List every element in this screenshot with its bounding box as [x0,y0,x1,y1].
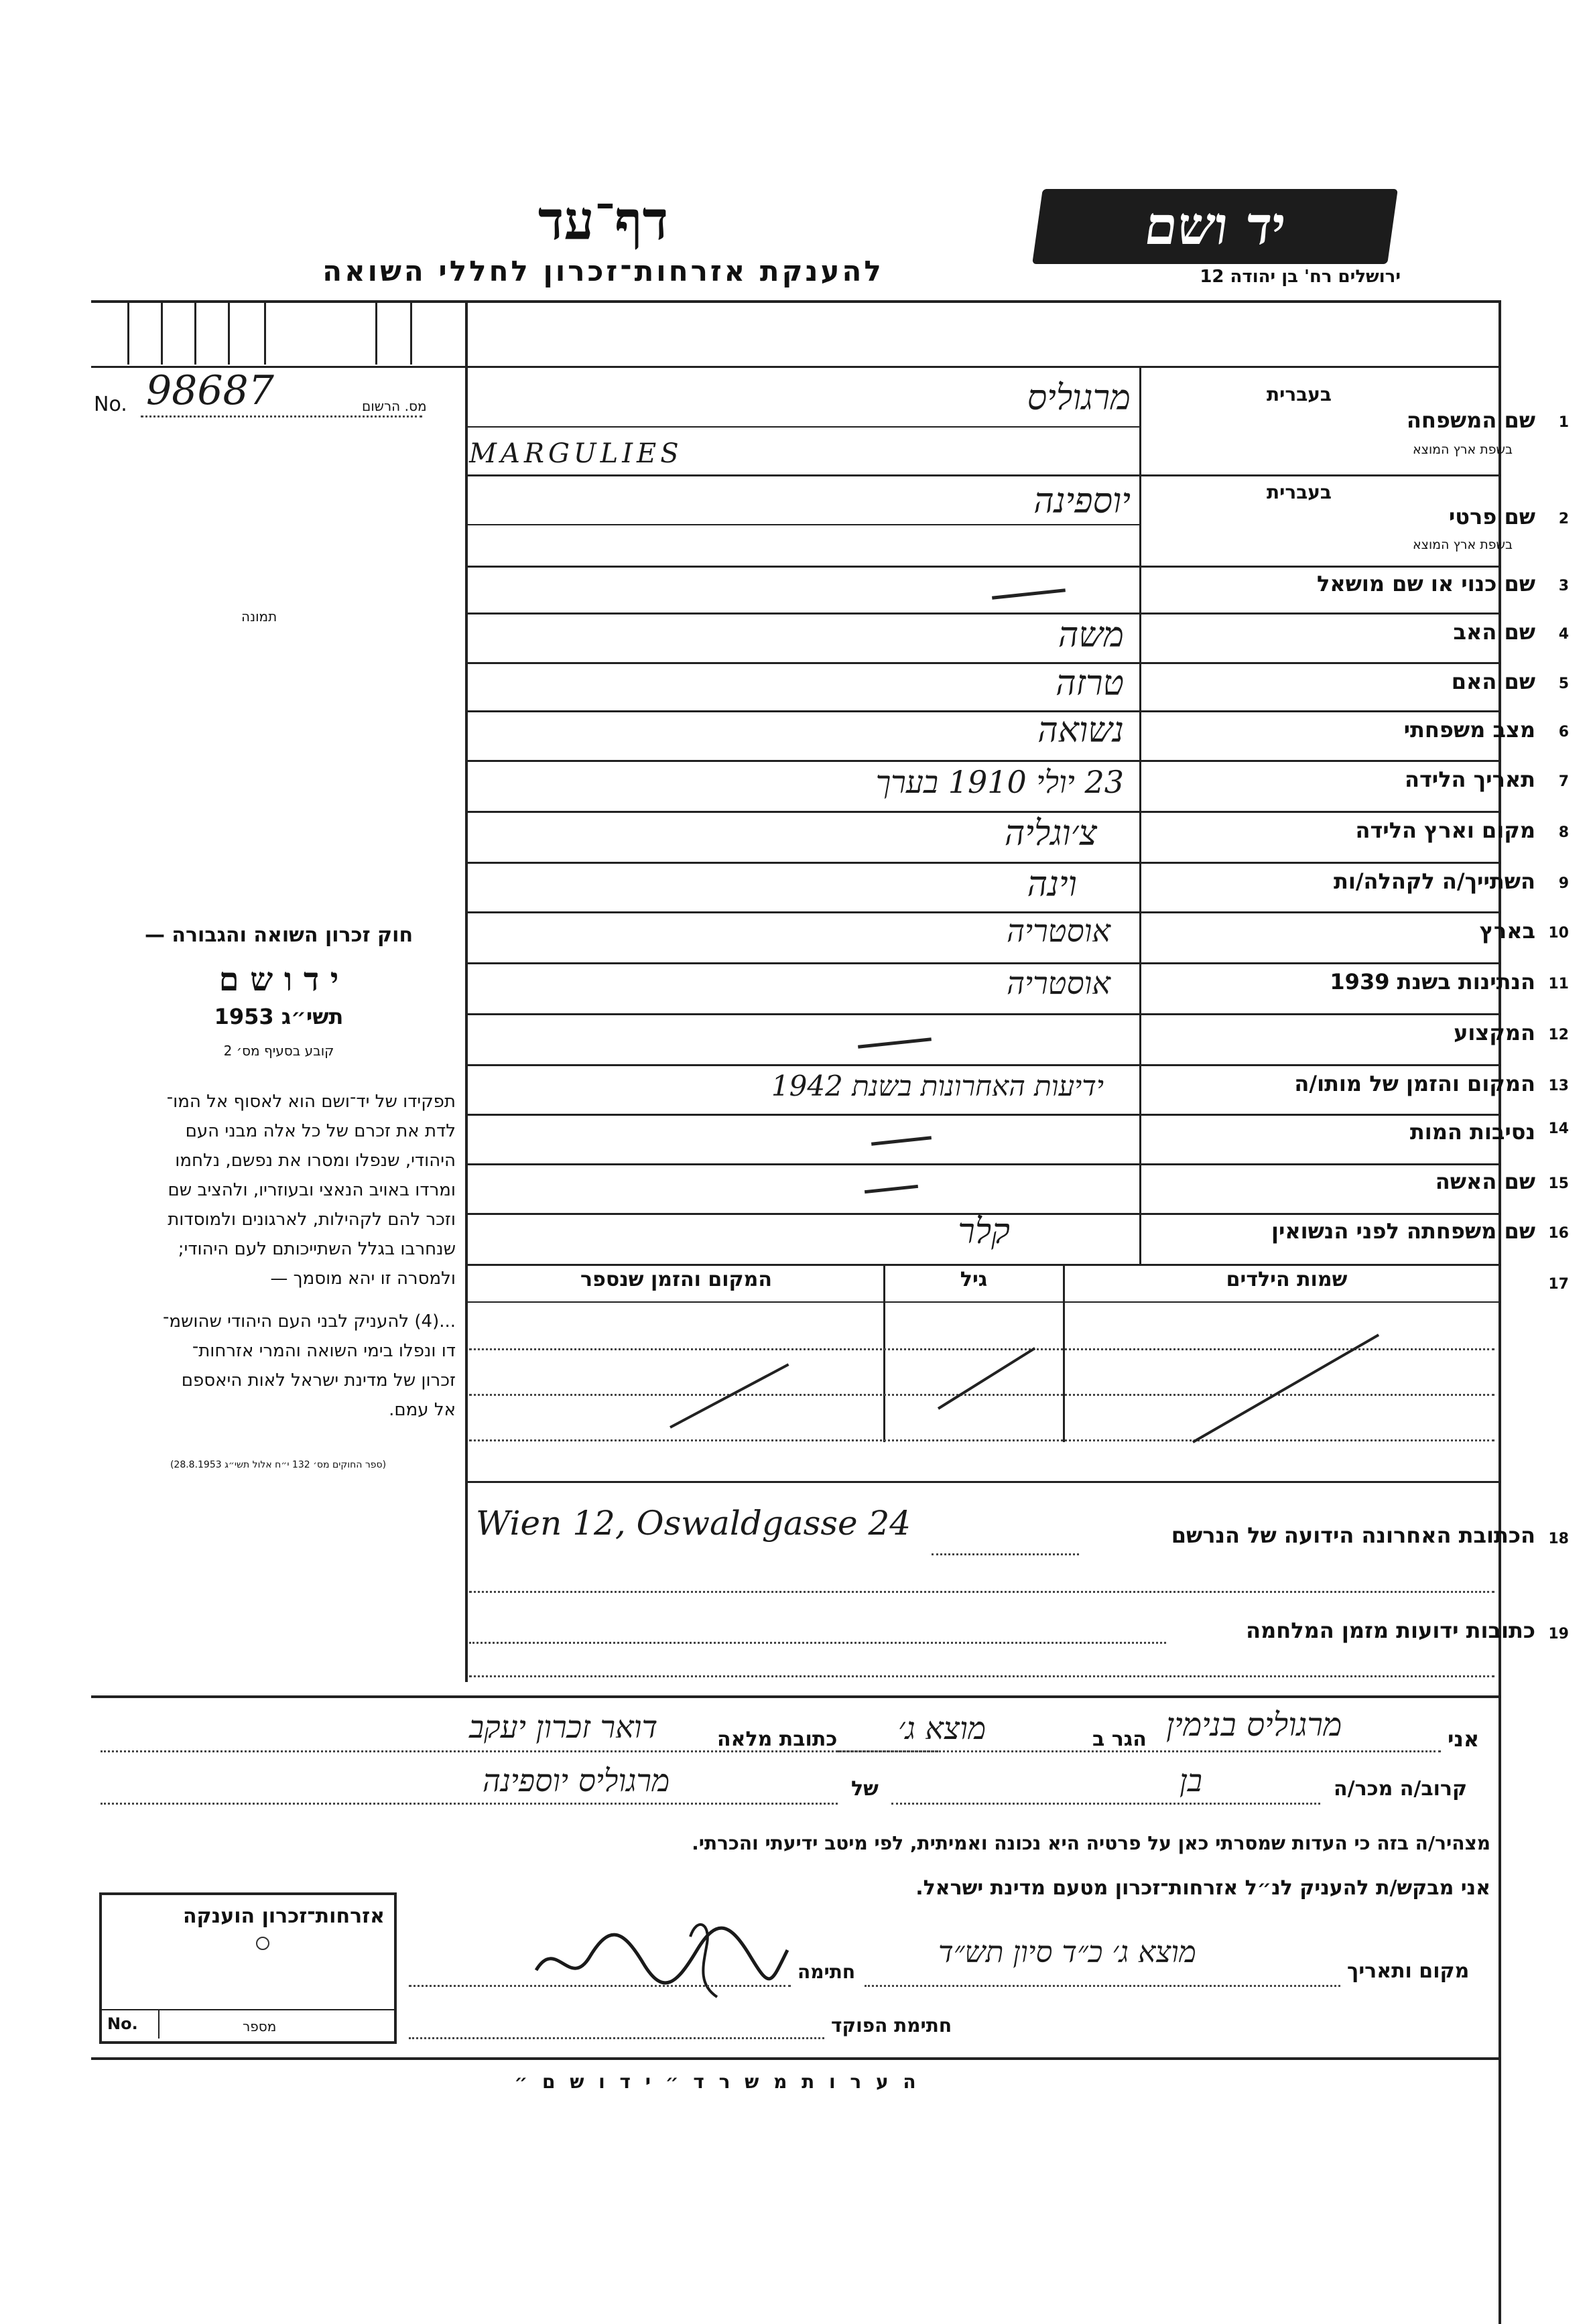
ani-label: אני [1448,1726,1480,1752]
field-value: יוספינה [1033,481,1131,521]
full-address-value: דואר זכרון יעקב [469,1709,658,1745]
header-address: ירושלים רח' בן יהודה 12 [1200,267,1401,287]
field-label: שם כנוי או שם מושאל [1316,571,1535,596]
grant-box-title: אזרחות־זכרון הוענקה [182,1905,385,1928]
law-footnote: (ספר החוקים מס׳ 132 י״ח אלול תשי״ג 28.8.1953) [170,1460,387,1470]
photo-label: תמונה [241,608,277,625]
law-line: תפקידו של יד־ושם הוא לאסוף אל המו־ [166,1092,456,1112]
grant-box [99,1892,397,2044]
resident-value: מוצא ג׳ [898,1710,986,1746]
law-line: וזכר להם לקהילות, לארגונים ולמוסדות [168,1210,456,1230]
registration-no-label: No. [94,393,127,416]
field-value: טרזה [1056,663,1124,704]
law-heading: חוק זכרון השואה והגבורה — [144,923,413,947]
relation-value: בן [1180,1762,1202,1799]
logo [1032,189,1398,264]
law-line: זכרון של מדינת ישראל לאות היאספם [181,1370,456,1391]
resident-label: הגר ב [1092,1728,1147,1751]
field-value: צ׳וגליה [1004,814,1097,854]
relative-label: קרוב/ה מכר/ה [1334,1777,1468,1801]
col-age: גיל [960,1268,988,1291]
full-address-label: כתובת מלאה [717,1728,838,1751]
field-label: מקום וארץ הלידה [1355,818,1535,843]
law-name: י ד ו ש ם [218,961,339,998]
field-value-latin: MARGULIES [469,438,683,469]
field-value: נשואה [1037,710,1124,751]
field-value: 23 יולי 1910 בערך [875,764,1124,800]
field-label: השתייך/ה לקהלה/ות [1333,868,1535,894]
field-label: שם פרטי [1448,504,1535,529]
law-clause: קובע בסעיף מס׳ 2 [223,1043,334,1059]
field-label: המקצוע [1454,1020,1535,1045]
signature-label: חתימה [798,1961,856,1983]
witness-name: מרגוליס בנימין [1166,1706,1342,1744]
grant-stamp-circle [256,1937,269,1950]
law-line: לדת את זכרם של כל אלה מבני העם [185,1121,456,1141]
place-date-label: מקום ותאריך [1347,1959,1470,1983]
grant-box-number-label: מספר [243,2018,277,2035]
law-line: דו ונפלו בימי השואה והמרי אזרחות־ [192,1341,456,1361]
logo-text: יד ושם [1141,196,1289,257]
col-place-time: המקום והזמן שנספר [580,1268,772,1291]
field-label: הנתינות בשנת 1939 [1330,969,1535,994]
place-date-value: מוצא ג׳ כ״ד סיון תש״ד [938,1935,1196,1970]
witness-signature [529,1910,791,2004]
war-addresses-label: כתובות ידועות מזמן המלחמה [1246,1618,1535,1643]
field-label: המקום והזמן של מותו/ה [1294,1071,1535,1096]
law-line: ולמסרה זו יהא מוסמך — [270,1269,456,1289]
field-value: קלר [958,1212,1010,1252]
field-value: אוסטריה [1007,965,1110,1001]
last-address-value: Wien 12, Oswaldgasse 24 [476,1504,911,1543]
field-value: אוסטריה [1007,913,1110,949]
footer-notes: ה ע ר ו ת מ ש ר ד ״ י ד ו ש ם ״ [514,2071,920,2093]
registration-mas-label: מס. הרשום [362,398,427,414]
field-label: מצב משפחתי [1403,717,1535,743]
col-children-names: שמות הילדים [1226,1268,1348,1291]
law-year: תשי״ג 1953 [214,1004,344,1029]
request-text: אני מבקש/ת להעניק לנ״ל אזרחות־זכרון מטעם מדינת ישראל. [915,1876,1490,1900]
law-line: ומרדו באויב הנאצי ובעוזריו, ולהציב שם [168,1180,456,1200]
law-line: ...(4) להעניק לבני העם היהודי שהושמ־ [162,1311,456,1332]
declaration-text: מצהיר/ה בזה כי העדות שמסרתי כאן על פרטיה היא נכונה ואמיתית, לפי מיטב ידיעתי והכרתי. [692,1832,1490,1854]
registration-no-value: 98687 [146,367,274,414]
field-label: שם המשפחה [1406,407,1535,433]
field-label: נסיבות המות [1409,1119,1535,1145]
law-line: היהודי, שנפלו ומסרו את נפשם, נלחמו [175,1151,456,1171]
field-value: וינה [1027,864,1077,905]
field-label: שם האשה [1435,1169,1535,1194]
law-line: שנחרבו בגלל השתייכותם לעם היהודי; [178,1239,456,1259]
of-label: של [851,1777,879,1801]
field-label: שם האב [1453,619,1535,645]
grant-box-no: No. [107,2014,138,2033]
officer-signature-label: חתימת הפוקד [831,2014,952,2037]
field-value: מרגוליס [1027,378,1131,418]
page-subtitle: להענקת אזרחות־זכרון לחללי השואה [322,255,884,287]
page-title: דף־עד [537,189,669,252]
field-label: בארץ [1479,918,1535,944]
field-value: משה [1058,615,1124,655]
field-label: שם משפחתה לפני הנשואין [1271,1218,1535,1244]
field-value: ידיעות האחרונות בשנת 1942 [771,1070,1104,1102]
last-address-label: הכתובת האחרונה הידועה של הנרשם [1171,1523,1535,1548]
of-value: מרגוליס יוספינה [483,1762,670,1799]
field-label: שם האם [1451,669,1535,694]
law-line: אל עמם. [389,1400,456,1420]
field-label: תאריך הלידה [1404,767,1535,792]
